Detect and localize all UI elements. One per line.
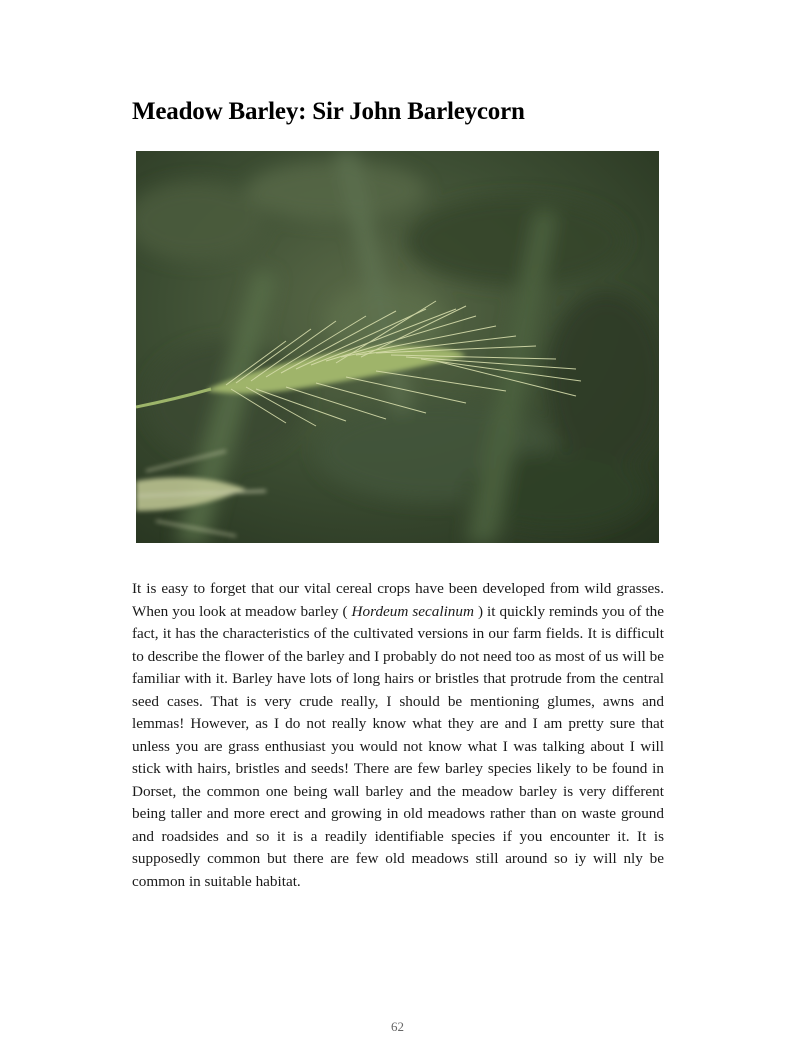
species-name: Hordeum secalinum: [351, 602, 474, 620]
body-paragraph: [132, 578, 664, 893]
paragraph-text-start: It is easy to forget that our vital cereal crops have been developed from wild grasses. When you look at meadow barley (: [132, 580, 664, 620]
paragraph-text-end: ) it quickly reminds you of the fact, it has the characteristics of the cultivated versions in our farm fields. It is difficult to describe the flower of the barley and I probably do not need too as most of us will be familiar with it. Barley have lots of long hairs or bristles that protrude from the central seed cases. That is very crude really, I should be mentioning glumes, awns and lemmas! However, as I do not really know what they are and I am pretty sure that unless you are grass enthusiast you would not know what I was talking about I will stick with hairs, bristles and seeds! There are few barley species likely to be found in Dorset, the common one being wall barley and the meadow barley is very different being taller and more erect and growing in old meadows rather than on waste ground and roadsides and so it is a readily identifiable species if you encounter it. It is supposedly common but there are few old meadows still around so iy will nly be common in suitable habitat.: [132, 602, 665, 890]
page-number: 62: [391, 1019, 404, 1034]
meadow-barley-photo: [136, 151, 659, 543]
page-title: Meadow Barley: Sir John Barleycorn: [132, 98, 525, 125]
